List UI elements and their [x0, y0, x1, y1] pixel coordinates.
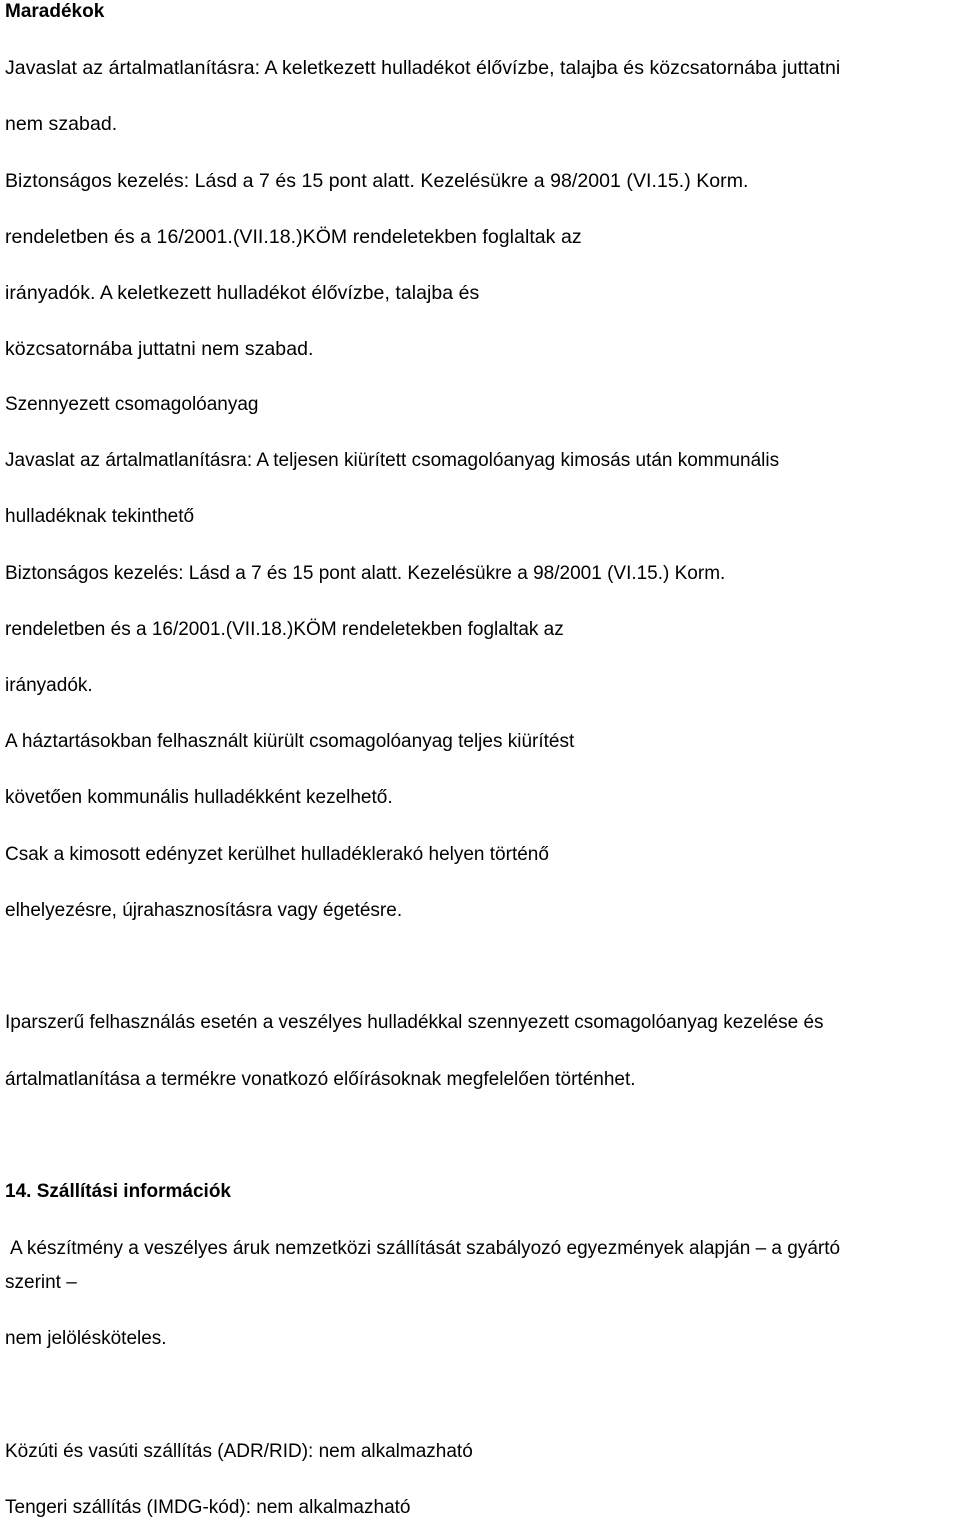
remainders-disposal-line-2: nem szabad.	[5, 113, 118, 135]
remainders-heading: Maradékok	[5, 1, 105, 22]
packaging-safe-handling-line-2: rendeletben és a 16/2001.(VII.18.)KÖM rendeletekben foglaltak az	[5, 619, 564, 640]
transport-section-number: 14.	[5, 1181, 32, 1202]
packaging-industrial-line-1: Iparszerű felhasználás esetén a veszélyes hulladékkal szennyezett csomagolóanyag kezelése és	[5, 1012, 824, 1033]
transport-statement-line-2: szerint –	[5, 1272, 77, 1293]
remainders-safe-handling-line-3: irányadók. A keletkezett hulladékot élővízbe, talajba és	[5, 282, 480, 304]
remainders-safe-handling-line-2: rendeletben és a 16/2001.(VII.18.)KÖM rendeletekben foglaltak az	[5, 226, 582, 248]
transport-road-rail: Közúti és vasúti szállítás (ADR/RID): nem alkalmazható	[5, 1441, 473, 1462]
packaging-washed-line-1: Csak a kimosott edényzet kerülhet hulladéklerakó helyen történő	[5, 844, 549, 865]
packaging-safe-handling-line-3: irányadók.	[5, 675, 93, 696]
packaging-household-line-2: követően kommunális hulladékként kezelhető.	[5, 787, 393, 808]
packaging-disposal-line-1: Javaslat az ártalmatlanításra: A teljesen kiürített csomagolóanyag kimosás után kommunális	[5, 450, 780, 471]
transport-sea: Tengeri szállítás (IMDG-kód): nem alkalmazható	[5, 1497, 411, 1518]
transport-statement-line-3: nem jelölésköteles.	[5, 1328, 167, 1349]
transport-statement-line-1: A készítmény a veszélyes áruk nemzetközi szállítását szabályozó egyezmények alapján – a gyártó	[10, 1238, 841, 1259]
transport-section-title: Szállítási információk	[36, 1181, 231, 1202]
transport-heading	[5, 1180, 231, 1204]
packaging-disposal-line-2: hulladéknak tekinthető	[5, 506, 195, 527]
packaging-washed-line-2: elhelyezésre, újrahasznosításra vagy égetésre.	[5, 900, 403, 921]
remainders-disposal-line-1: Javaslat az ártalmatlanításra: A keletkezett hulladékot élővízbe, talajba és közcsatornába juttatni	[5, 57, 841, 79]
packaging-heading: Szennyezett csomagolóanyag	[5, 394, 259, 415]
packaging-safe-handling-line-1: Biztonságos kezelés: Lásd a 7 és 15 pont alatt. Kezelésükre a 98/2001 (VI.15.) Korm.	[5, 563, 726, 584]
remainders-safe-handling-line-4: közcsatornába juttatni nem szabad.	[5, 338, 314, 360]
remainders-safe-handling-line-1: Biztonságos kezelés: Lásd a 7 és 15 pont alatt. Kezelésükre a 98/2001 (VI.15.) Korm.	[5, 170, 749, 192]
packaging-industrial-line-2: ártalmatlanítása a termékre vonatkozó előírásoknak megfelelően történhet.	[5, 1069, 636, 1090]
packaging-household-line-1: A háztartásokban felhasznált kiürült csomagolóanyag teljes kiürítést	[5, 731, 575, 752]
